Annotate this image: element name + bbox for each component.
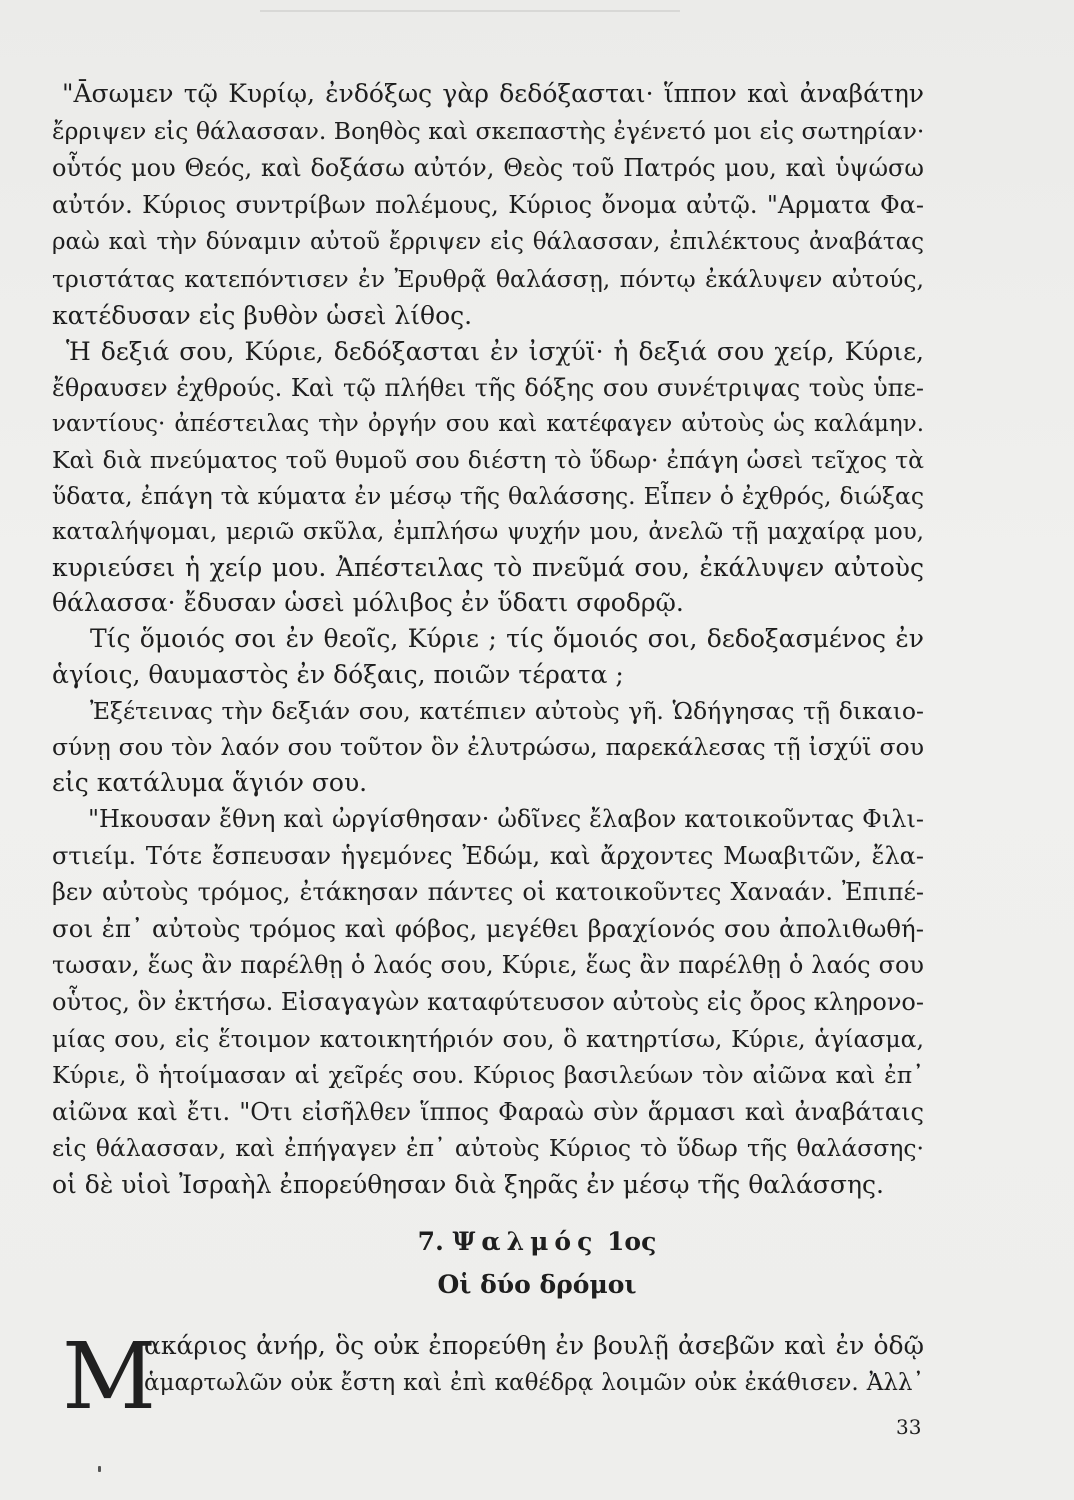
text-line: Τίς ὅμοιός σοι ἐν θεοῖς, Κύριε ; τίς ὅμοιός σοι, δεδοξασμένος ἐν <box>90 624 924 653</box>
text-line: βεν αὐτοὺς τρόμος, ἐτάκησαν πάντες οἱ κατοικοῦντες Χαναάν. Ἐπιπέ- <box>52 878 924 906</box>
psalm-title-suffix: 1ος <box>607 1227 657 1256</box>
text-line: σοι ἐπ᾽ αὐτοὺς τρόμος καὶ φόβος, μεγέθει βραχίονός σου ἀπολιθωθή- <box>52 914 924 943</box>
text-line: οὗτός μου Θεός, καὶ δοξάσω αὐτόν, Θεὸς τοῦ Πατρός μου, καὶ ὑψώσω <box>52 154 924 182</box>
text-line: θάλασσα· ἔδυσαν ὡσεὶ μόλιβος ἐν ὕδατι σφοδρῷ. <box>52 588 684 617</box>
text-line: ραὼ καὶ τὴν δύναμιν αὐτοῦ ἔρριψεν εἰς θάλασσαν, ἐπιλέκτους ἀναβάτας <box>52 229 924 255</box>
psalm-title: Ψαλμός <box>452 1227 599 1256</box>
text-line: ἔθραυσεν ἐχθρούς. Καὶ τῷ πλήθει τῆς δόξης σου συνέτριψας τοὺς ὑπε- <box>52 374 924 402</box>
psalm-line: ἁμαρτωλῶν οὐκ ἔστη καὶ ἐπὶ καθέδρᾳ λοιμῶν οὐκ ἐκάθισεν. Ἀλλ᾽ <box>144 1370 924 1396</box>
text-line: μίας σου, εἰς ἕτοιμον κατοικητήριόν σου, ὃ κατηρτίσω, Κύριε, ἁγίασμα, <box>52 1025 924 1053</box>
text-line: σύνῃ σου τὸν λαόν σου τοῦτον ὃν ἐλυτρώσω, παρεκάλεσας τῇ ἰσχύϊ σου <box>52 733 924 761</box>
text-line: Κύριε, ὃ ἡτοίμασαν αἱ χεῖρές σου. Κύριος βασιλεύων τὸν αἰῶνα καὶ ἐπ᾽ <box>52 1061 924 1089</box>
page-number: 33 <box>896 1415 922 1439</box>
text-line: ἁγίοις, θαυμαστὸς ἐν δόξαις, ποιῶν τέρατα ; <box>52 660 624 689</box>
text-line: ἔρριψεν εἰς θάλασσαν. Βοηθὸς καὶ σκεπαστὴς ἐγένετό μοι εἰς σωτηρίαν· <box>52 117 925 145</box>
text-line: εἰς θάλασσαν, καὶ ἐπήγαγεν ἐπ᾽ αὐτοὺς Κύριος τὸ ὕδωρ τῆς θαλάσσης· <box>52 1134 924 1162</box>
text-line: αἰῶνα καὶ ἔτι. "Οτι εἰσῆλθεν ἵππος Φαραὼ σὺν ἅρμασι καὶ ἀναβάταις <box>52 1098 924 1126</box>
text-line: τωσαν, ἕως ἂν παρέλθῃ ὁ λαός σου, Κύριε, ἕως ἂν παρέλθῃ ὁ λαός σου <box>52 951 924 979</box>
psalm-number: 7. <box>417 1227 444 1256</box>
text-line: εἰς κατάλυμα ἅγιόν σου. <box>52 768 368 797</box>
page-top-edge <box>260 10 680 12</box>
text-line: Καὶ διὰ πνεύματος τοῦ θυμοῦ σου διέστη τὸ ὕδωρ· ἐπάγη ὡσεὶ τεῖχος τὰ <box>52 446 924 474</box>
psalm-subtitle: Οἱ δύο δρόμοι <box>437 1270 637 1299</box>
text-line: Ἡ δεξιά σου, Κύριε, δεδόξασται ἐν ἰσχύϊ· ἡ δεξιά σου χείρ, Κύριε, <box>66 337 924 366</box>
psalm-line: ακάριος ἀνήρ, ὃς οὐκ ἐπορεύθη ἐν βουλῇ ἀσεβῶν καὶ ἐν ὁδῷ <box>144 1331 924 1360</box>
psalm-heading <box>0 1227 1074 1257</box>
drop-cap: Μ <box>62 1323 157 1430</box>
text-line: κυριεύσει ἡ χείρ μου. Ἀπέστειλας τὸ πνεῦμά σου, ἐκάλυψεν αὐτοὺς <box>52 553 924 582</box>
text-line: Ἐξέτεινας τὴν δεξιάν σου, κατέπιεν αὐτοὺς γῆ. Ὡδήγησας τῇ δικαιο- <box>90 697 924 725</box>
text-line: "Ᾱσωμεν τῷ Κυρίῳ, ἐνδόξως γὰρ δεδόξασται· ἵππον καὶ ἀναβάτην <box>62 79 924 108</box>
text-line: καταλήψομαι, μεριῶ σκῦλα, ἐμπλήσω ψυχήν μου, ἀνελῶ τῇ μαχαίρᾳ μου, <box>52 519 924 545</box>
text-line: κατέδυσαν εἰς βυθὸν ὡσεὶ λίθος. <box>52 301 473 330</box>
text-line: στιείμ. Τότε ἔσπευσαν ἡγεμόνες Ἐδώμ, καὶ ἄρχοντες Μωαβιτῶν, ἔλα- <box>52 842 924 870</box>
text-line: ναντίους· ἀπέστειλας τὴν ὀργήν σου καὶ κατέφαγεν αὐτοὺς ὡς καλάμην. <box>52 411 924 437</box>
text-line: τριστάτας κατεπόντισεν ἐν Ἐρυθρᾷ θαλάσσῃ, πόντῳ ἐκάλυψεν αὐτούς, <box>52 265 924 293</box>
text-line: αὐτόν. Κύριος συντρίβων πολέμους, Κύριος ὄνομα αὐτῷ. "Αρματα Φα- <box>52 191 924 219</box>
text-line: οὗτος, ὃν ἐκτήσω. Εἰσαγαγὼν καταφύτευσον αὐτοὺς εἰς ὄρος κληρονο- <box>52 988 924 1016</box>
text-line: οἱ δὲ υἱοὶ Ἰσραὴλ ἐπορεύθησαν διὰ ξηρᾶς ἐν μέσῳ τῆς θαλάσσης. <box>52 1170 884 1199</box>
text-line: ὕδατα, ἐπάγη τὰ κύματα ἐν μέσῳ τῆς θαλάσσης. Εἶπεν ὁ ἐχθρός, διώξας <box>52 482 924 510</box>
text-line: "Ηκουσαν ἔθνη καὶ ὠργίσθησαν· ὠδῖνες ἔλαβον κατοικοῦντας Φιλι- <box>88 805 924 833</box>
scan-speck <box>98 1466 101 1472</box>
